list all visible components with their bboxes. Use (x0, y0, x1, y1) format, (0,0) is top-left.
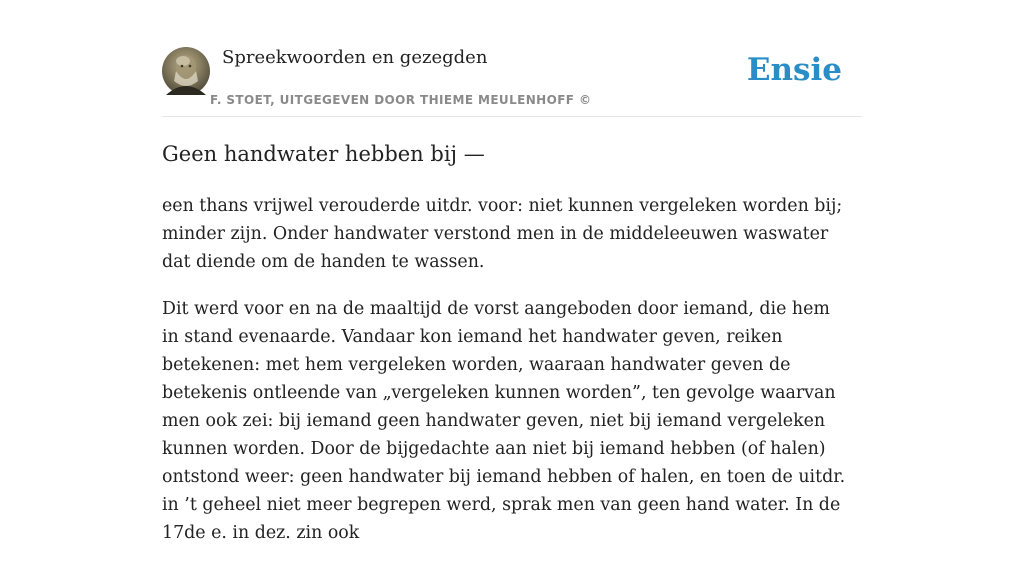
author-avatar (162, 47, 210, 95)
source-credit: F. STOET, UITGEGEVEN DOOR THIEME MEULENHOFF © (210, 93, 592, 107)
entry-title: Geen handwater hebben bij — (162, 142, 485, 166)
source-title[interactable]: Spreekwoorden en gezegden (222, 47, 488, 68)
entry-body (162, 192, 852, 566)
entry-paragraph: een thans vrijwel verouderde uitdr. voor: niet kunnen vergeleken worden bij; minder zijn. Onder handwater verstond men in de middeleeuwen waswater dat diende om de handen te wassen. (162, 196, 843, 272)
source-header (162, 46, 862, 117)
author-portrait-icon (162, 47, 210, 95)
entry-paragraph: Dit werd voor en na de maaltijd de vorst aangeboden door iemand, die hem in stand evenaarde. Vandaar kon iemand het handwater geven, reiken betekenen: met hem vergeleken worden, waaraan handwater geven de betekenis ontleende van „vergeleken kunnen worden”, ten gevolge waarvan men ook zei: bij iemand geen handwater geven, niet bij iemand vergeleken kunnen worden. Door de bijgedachte aan niet bij iemand hebben (of halen) ontstond weer: geen handwater bij iemand hebben of halen, en toen de uitdr. in ’t geheel niet meer begrepen werd, sprak men van geen hand water. In de 17de e. in dez. zin ook (162, 299, 846, 543)
ensie-logo[interactable]: Ensie (746, 52, 842, 88)
